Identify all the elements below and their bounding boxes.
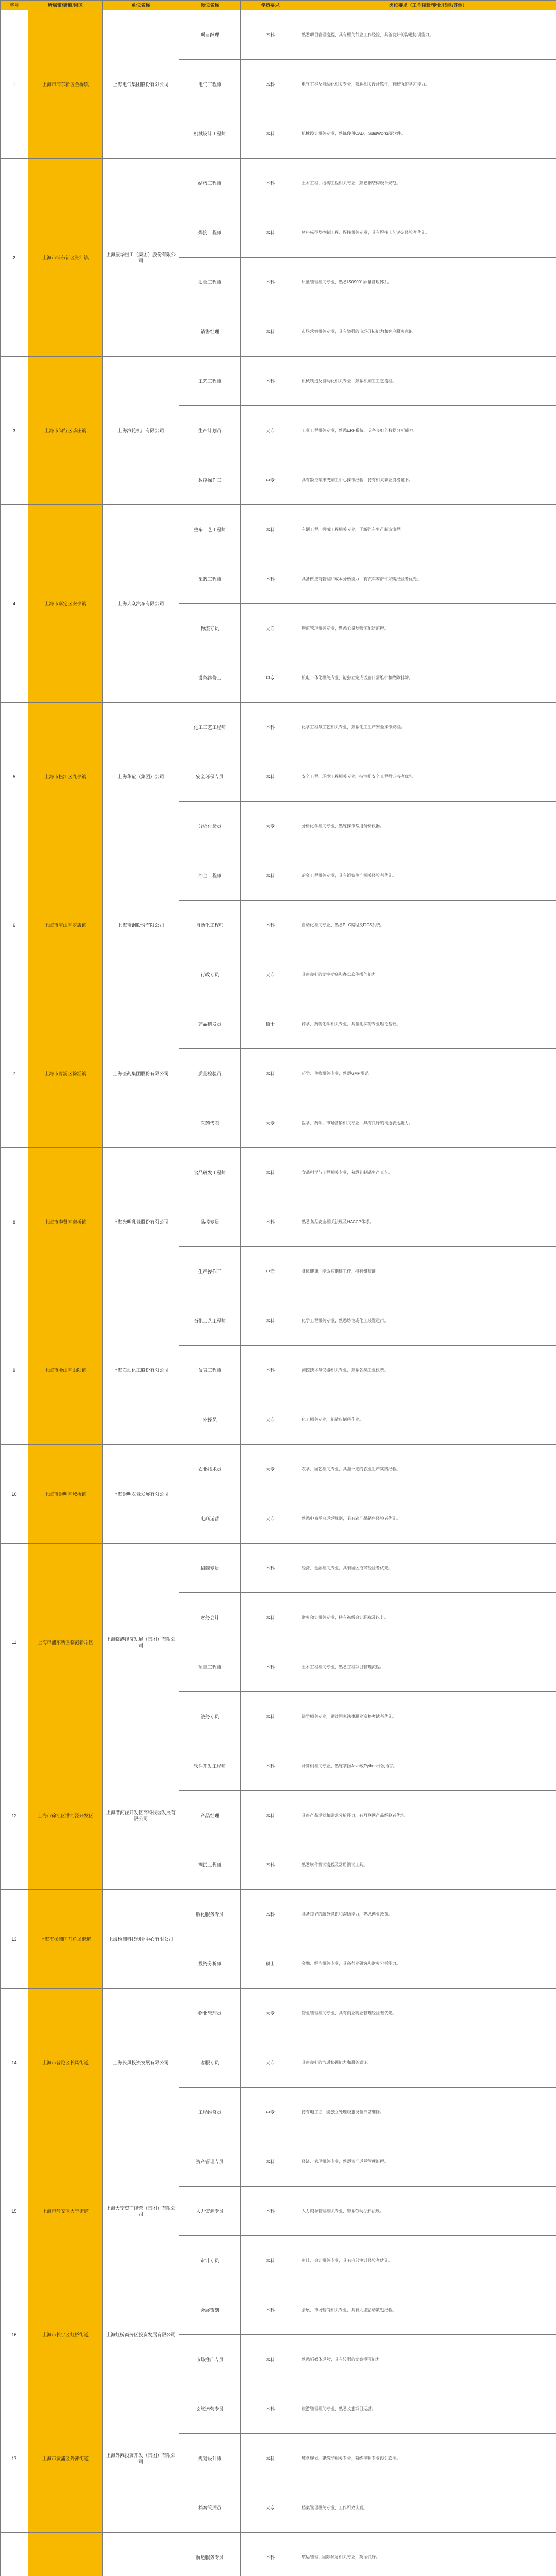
cell-requirements: 旅游管理相关专业，熟悉文旅项目运营。	[300, 2384, 556, 2434]
cell-position: 航运服务专员	[179, 2533, 241, 2576]
cell-degree: 大专	[241, 1494, 300, 1544]
table-row	[1, 505, 556, 554]
table-row	[1, 2533, 556, 2576]
cell-degree: 本科	[241, 1741, 300, 1791]
cell-degree: 本科	[241, 1346, 300, 1395]
cell-no: 7	[1, 999, 28, 1148]
header-requirements: 岗位要求（工作经验/专业/技能/其他）	[300, 1, 556, 10]
cell-degree: 本科	[241, 109, 300, 159]
cell-position: 文旅运营专员	[179, 2384, 241, 2434]
cell-company: 上海汽轮机厂有限公司	[103, 357, 179, 505]
cell-requirements: 分析化学相关专业，熟练操作常用分析仪器。	[300, 802, 556, 851]
table-row	[1, 2137, 556, 2187]
cell-degree: 本科	[241, 2434, 300, 2483]
cell-position: 药品研发员	[179, 999, 241, 1049]
cell-position: 行政专员	[179, 950, 241, 999]
cell-unit: 上海市青浦区徐泾镇	[28, 999, 103, 1148]
cell-degree: 本科	[241, 851, 300, 901]
cell-position: 数控操作工	[179, 455, 241, 505]
cell-no: 15	[1, 2137, 28, 2285]
cell-no: 16	[1, 2285, 28, 2384]
cell-position: 分析化验员	[179, 802, 241, 851]
cell-no: 17	[1, 2384, 28, 2533]
cell-requirements: 具备良好的沟通协调能力和服务意识。	[300, 2038, 556, 2088]
cell-position: 医药代表	[179, 1098, 241, 1148]
cell-position: 结构工程师	[179, 159, 241, 208]
table-row	[1, 2384, 556, 2434]
cell-position: 生产计划员	[179, 406, 241, 455]
cell-requirements: 药学、生物相关专业，熟悉GMP规范。	[300, 1049, 556, 1098]
cell-degree: 中专	[241, 1247, 300, 1296]
cell-no: 3	[1, 357, 28, 505]
cell-requirements: 食品科学与工程相关专业，熟悉乳制品生产工艺。	[300, 1148, 556, 1197]
cell-no: 8	[1, 1148, 28, 1296]
cell-requirements: 航运管理、国际贸易相关专业，英语良好。	[300, 2533, 556, 2576]
cell-requirements: 机电一体化相关专业，能独立完成设备日常维护和故障排除。	[300, 653, 556, 703]
cell-requirements: 具备良好的服务意识和沟通能力，熟悉创业政策。	[300, 1890, 556, 1939]
cell-requirements: 熟悉新媒体运营，具有较强的文案撰写能力。	[300, 2335, 556, 2384]
cell-requirements: 档案管理相关专业，工作细致认真。	[300, 2483, 556, 2533]
cell-requirements: 身体健康，能适应倒班工作，持有健康证。	[300, 1247, 556, 1296]
cell-degree: 本科	[241, 60, 300, 109]
cell-position: 化工工艺工程师	[179, 703, 241, 752]
cell-requirements: 熟悉食品安全相关法规及HACCP体系。	[300, 1197, 556, 1247]
cell-position: 客服专员	[179, 2038, 241, 2088]
header-no: 序号	[1, 1, 28, 10]
cell-position: 软件开发工程师	[179, 1741, 241, 1791]
table-row	[1, 1741, 556, 1791]
cell-degree: 本科	[241, 505, 300, 554]
cell-position: 冶金工程师	[179, 851, 241, 901]
cell-position: 质量检验员	[179, 1049, 241, 1098]
cell-requirements: 财务会计相关专业，持有初级会计职称及以上。	[300, 1593, 556, 1642]
table-row	[1, 357, 556, 406]
cell-requirements: 具备良好的文字功底和办公软件操作能力。	[300, 950, 556, 999]
cell-degree: 本科	[241, 1296, 300, 1346]
cell-no: 10	[1, 1445, 28, 1544]
cell-company: 上海崇明农业发展有限公司	[103, 1445, 179, 1544]
cell-company: 上海振华重工（集团）股份有限公司	[103, 159, 179, 357]
cell-degree: 大专	[241, 2483, 300, 2533]
table-row	[1, 1544, 556, 1593]
cell-position: 档案管理员	[179, 2483, 241, 2533]
cell-company: 上海虹桥商务区投资发展有限公司	[103, 2285, 179, 2384]
cell-position: 安全环保专员	[179, 752, 241, 802]
cell-degree: 本科	[241, 1593, 300, 1642]
cell-position: 规划设计师	[179, 2434, 241, 2483]
cell-position: 市场推广专员	[179, 2335, 241, 2384]
header-position: 岗位名称	[179, 1, 241, 10]
cell-unit: 上海市浦东新区张江镇	[28, 159, 103, 357]
cell-degree: 大专	[241, 1098, 300, 1148]
cell-requirements: 具有数控车床或加工中心操作经验，持有相关职业资格证书。	[300, 455, 556, 505]
cell-degree: 中专	[241, 2088, 300, 2137]
cell-requirements: 医学、药学、市场营销相关专业，具有良好的沟通表达能力。	[300, 1098, 556, 1148]
cell-position: 项目经理	[179, 10, 241, 60]
cell-position: 项目工程师	[179, 1642, 241, 1692]
cell-degree: 本科	[241, 554, 300, 604]
cell-unit: 上海市静安区大宁街道	[28, 2137, 103, 2285]
cell-position: 农业技术员	[179, 1445, 241, 1494]
cell-company: 上海华谊（集团）公司	[103, 703, 179, 851]
cell-degree: 大专	[241, 1989, 300, 2038]
cell-requirements: 具备供应商管理和成本分析能力，有汽车零部件采购经验者优先。	[300, 554, 556, 604]
cell-company: 上海长风投资发展有限公司	[103, 1989, 179, 2137]
cell-requirements: 机械设计相关专业，熟练使用CAD、SolidWorks等软件。	[300, 109, 556, 159]
cell-position: 物流专员	[179, 604, 241, 653]
cell-degree: 本科	[241, 2285, 300, 2335]
cell-degree: 本科	[241, 2187, 300, 2236]
cell-requirements: 持有电工证，能独立处理设施设备日常维修。	[300, 2088, 556, 2137]
cell-degree: 本科	[241, 159, 300, 208]
cell-position: 财务会计	[179, 1593, 241, 1642]
cell-no: 5	[1, 703, 28, 851]
cell-degree: 本科	[241, 208, 300, 258]
cell-position: 机械设计工程师	[179, 109, 241, 159]
cell-degree: 本科	[241, 2137, 300, 2187]
cell-unit: 上海市浦东新区金桥镇	[28, 10, 103, 159]
cell-requirements: 测控技术与仪器相关专业，熟悉各类工业仪表。	[300, 1346, 556, 1395]
cell-degree: 本科	[241, 2533, 300, 2576]
header-company: 单位名称	[103, 1, 179, 10]
cell-requirements: 金融、经济相关专业，具备行业研究和财务分析能力。	[300, 1939, 556, 1989]
cell-degree: 大专	[241, 604, 300, 653]
cell-requirements: 计算机相关专业，熟练掌握Java或Python开发语言。	[300, 1741, 556, 1791]
cell-degree: 大专	[241, 1445, 300, 1494]
cell-requirements: 经济、管理相关专业，熟悉资产运营管理流程。	[300, 2137, 556, 2187]
cell-unit: 上海市宝山区罗店镇	[28, 851, 103, 999]
cell-degree: 中专	[241, 455, 300, 505]
cell-requirements: 工业工程相关专业，熟悉ERP系统，具备良好的数据分析能力。	[300, 406, 556, 455]
cell-company	[103, 2533, 179, 2576]
cell-requirements: 农学、园艺相关专业，具备一定的农业生产实践经验。	[300, 1445, 556, 1494]
table-row	[1, 2285, 556, 2335]
cell-position: 设备维修工	[179, 653, 241, 703]
cell-unit: 上海市普陀区长风街道	[28, 1989, 103, 2137]
table-row	[1, 851, 556, 901]
cell-degree: 本科	[241, 1049, 300, 1098]
table-row	[1, 1989, 556, 2038]
cell-position: 招商专员	[179, 1544, 241, 1593]
cell-degree: 硕士	[241, 1939, 300, 1989]
cell-degree: 本科	[241, 1197, 300, 1247]
cell-no: 14	[1, 1989, 28, 2137]
cell-unit: 上海市长宁区虹桥街道	[28, 2285, 103, 2384]
cell-position: 投资分析师	[179, 1939, 241, 1989]
cell-company: 上海漕河泾开发区高科技园发展有限公司	[103, 1741, 179, 1890]
table-row	[1, 999, 556, 1049]
cell-position: 法务专员	[179, 1692, 241, 1741]
cell-requirements: 熟悉软件测试流程及常用测试工具。	[300, 1840, 556, 1890]
cell-position: 外操员	[179, 1395, 241, 1445]
table-row	[1, 703, 556, 752]
cell-requirements: 城乡规划、建筑学相关专业，熟练使用专业设计软件。	[300, 2434, 556, 2483]
table-row	[1, 1445, 556, 1494]
cell-unit: 上海市黄浦区外滩街道	[28, 2384, 103, 2533]
cell-no: 11	[1, 1544, 28, 1741]
cell-company: 上海大宁资产经营（集团）有限公司	[103, 2137, 179, 2285]
cell-requirements: 会展、市场营销相关专业，具有大型活动策划经验。	[300, 2285, 556, 2335]
cell-position: 仪表工程师	[179, 1346, 241, 1395]
cell-no: 12	[1, 1741, 28, 1890]
cell-position: 整车工艺工程师	[179, 505, 241, 554]
cell-degree: 本科	[241, 1692, 300, 1741]
cell-position: 电商运营	[179, 1494, 241, 1544]
cell-company: 上海大众汽车有限公司	[103, 505, 179, 703]
cell-degree: 本科	[241, 1791, 300, 1840]
cell-no: 1	[1, 10, 28, 159]
cell-requirements: 法学相关专业，通过国家法律职业资格考试者优先。	[300, 1692, 556, 1741]
cell-requirements: 市场营销相关专业，具有较强的市场开拓能力和客户服务意识。	[300, 307, 556, 357]
cell-requirements: 熟悉项目管理流程，具有相关行业工作经验，具备良好的沟通协调能力。	[300, 10, 556, 60]
cell-no: 4	[1, 505, 28, 703]
cell-degree: 大专	[241, 802, 300, 851]
table-row	[1, 1890, 556, 1939]
cell-position: 审计专员	[179, 2236, 241, 2285]
cell-no	[1, 2533, 28, 2576]
cell-unit	[28, 2533, 103, 2576]
cell-requirements: 土木工程、结构工程相关专业，熟悉钢结构设计规范。	[300, 159, 556, 208]
table-row	[1, 1296, 556, 1346]
cell-degree: 本科	[241, 307, 300, 357]
cell-degree: 本科	[241, 1642, 300, 1692]
table-row	[1, 159, 556, 208]
cell-requirements: 审计、会计相关专业，具有内部审计经验者优先。	[300, 2236, 556, 2285]
cell-unit: 上海市松江区九亭镇	[28, 703, 103, 851]
cell-position: 生产操作工	[179, 1247, 241, 1296]
cell-requirements: 药学、药物化学相关专业，具备扎实的专业理论基础。	[300, 999, 556, 1049]
cell-position: 工艺工程师	[179, 357, 241, 406]
cell-requirements: 冶金工程相关专业，具有钢铁生产相关经验者优先。	[300, 851, 556, 901]
cell-unit: 上海市闵行区莘庄镇	[28, 357, 103, 505]
table-row	[1, 1148, 556, 1197]
cell-position: 采购工程师	[179, 554, 241, 604]
cell-requirements: 材料成型及控制工程、焊接相关专业，具有焊接工艺评定经验者优先。	[300, 208, 556, 258]
cell-position: 测试工程师	[179, 1840, 241, 1890]
header-degree: 学历要求	[241, 1, 300, 10]
cell-requirements: 土木工程相关专业，熟悉工程项目管理流程。	[300, 1642, 556, 1692]
cell-company: 上海临港经济发展（集团）有限公司	[103, 1544, 179, 1741]
cell-position: 电气工程师	[179, 60, 241, 109]
cell-position: 品控专员	[179, 1197, 241, 1247]
cell-company: 上海光明乳业股份有限公司	[103, 1148, 179, 1296]
cell-degree: 本科	[241, 1544, 300, 1593]
cell-company: 上海杨浦科技创业中心有限公司	[103, 1890, 179, 1989]
cell-company: 上海宝钢股份有限公司	[103, 851, 179, 999]
cell-unit: 上海市奉贤区南桥镇	[28, 1148, 103, 1296]
cell-position: 产品经理	[179, 1791, 241, 1840]
cell-requirements: 化学工程与工艺相关专业，熟悉化工生产安全操作规程。	[300, 703, 556, 752]
cell-company: 上海外滩投资开发（集团）有限公司	[103, 2384, 179, 2533]
cell-requirements: 熟悉电商平台运营规则，具有农产品销售经验者优先。	[300, 1494, 556, 1544]
cell-degree: 大专	[241, 2038, 300, 2088]
cell-degree: 硕士	[241, 999, 300, 1049]
cell-no: 6	[1, 851, 28, 999]
cell-unit: 上海市嘉定区安亭镇	[28, 505, 103, 703]
cell-company: 上海石油化工股份有限公司	[103, 1296, 179, 1445]
cell-requirements: 物流管理相关专业，熟悉仓储及物流配送流程。	[300, 604, 556, 653]
cell-degree: 本科	[241, 752, 300, 802]
table-body	[1, 10, 556, 2576]
header-unit: 所属镇/街道/园区	[28, 1, 103, 10]
cell-requirements: 机械制造及自动化相关专业，熟悉机加工工艺流程。	[300, 357, 556, 406]
cell-position: 人力资源专员	[179, 2187, 241, 2236]
cell-degree: 本科	[241, 357, 300, 406]
cell-requirements: 化工相关专业，能适应倒班作业。	[300, 1395, 556, 1445]
cell-position: 孵化服务专员	[179, 1890, 241, 1939]
cell-degree: 本科	[241, 703, 300, 752]
cell-degree: 本科	[241, 10, 300, 60]
cell-position: 物业管理员	[179, 1989, 241, 2038]
cell-no: 2	[1, 159, 28, 357]
cell-position: 销售经理	[179, 307, 241, 357]
cell-unit: 上海市金山区山阳镇	[28, 1296, 103, 1445]
cell-position: 焊接工程师	[179, 208, 241, 258]
cell-unit: 上海市徐汇区漕河泾开发区	[28, 1741, 103, 1890]
cell-degree: 本科	[241, 258, 300, 307]
cell-unit: 上海市杨浦区五角场街道	[28, 1890, 103, 1989]
cell-unit: 上海市浦东新区临港新片区	[28, 1544, 103, 1741]
cell-requirements: 自动化相关专业，熟悉PLC编程及DCS系统。	[300, 901, 556, 950]
cell-degree: 本科	[241, 2236, 300, 2285]
cell-requirements: 车辆工程、机械工程相关专业，了解汽车生产制造流程。	[300, 505, 556, 554]
cell-degree: 本科	[241, 1890, 300, 1939]
cell-requirements: 经济、金融相关专业，具有园区招商经验者优先。	[300, 1544, 556, 1593]
cell-requirements: 人力资源管理相关专业，熟悉劳动法律法规。	[300, 2187, 556, 2236]
cell-requirements: 物业管理相关专业，具有商业物业管理经验者优先。	[300, 1989, 556, 2038]
cell-company: 上海医药集团股份有限公司	[103, 999, 179, 1148]
cell-degree: 大专	[241, 950, 300, 999]
cell-requirements: 具备产品规划和需求分析能力，有互联网产品经验者优先。	[300, 1791, 556, 1840]
table-row	[1, 10, 556, 60]
header-row	[1, 1, 556, 10]
cell-degree: 中专	[241, 653, 300, 703]
cell-degree: 本科	[241, 2335, 300, 2384]
cell-degree: 大专	[241, 1395, 300, 1445]
cell-company: 上海电气集团股份有限公司	[103, 10, 179, 159]
cell-requirements: 电气工程及自动化相关专业，熟悉相关设计软件，有较强的学习能力。	[300, 60, 556, 109]
cell-position: 食品研发工程师	[179, 1148, 241, 1197]
cell-no: 9	[1, 1296, 28, 1445]
cell-requirements: 化学工程相关专业，熟悉炼油或化工装置运行。	[300, 1296, 556, 1346]
cell-degree: 大专	[241, 406, 300, 455]
cell-position: 自动化工程师	[179, 901, 241, 950]
cell-degree: 本科	[241, 901, 300, 950]
cell-position: 石化工艺工程师	[179, 1296, 241, 1346]
cell-requirements: 安全工程、环境工程相关专业，持注册安全工程师证书者优先。	[300, 752, 556, 802]
cell-degree: 本科	[241, 2384, 300, 2434]
cell-position: 质量工程师	[179, 258, 241, 307]
cell-position: 工程维修员	[179, 2088, 241, 2137]
cell-unit: 上海市崇明区城桥镇	[28, 1445, 103, 1544]
cell-degree: 本科	[241, 1148, 300, 1197]
cell-degree: 本科	[241, 1840, 300, 1890]
cell-position: 资产管理专员	[179, 2137, 241, 2187]
cell-requirements: 质量管理相关专业，熟悉ISO9001质量管理体系。	[300, 258, 556, 307]
cell-position: 会展策划	[179, 2285, 241, 2335]
cell-no: 13	[1, 1890, 28, 1989]
